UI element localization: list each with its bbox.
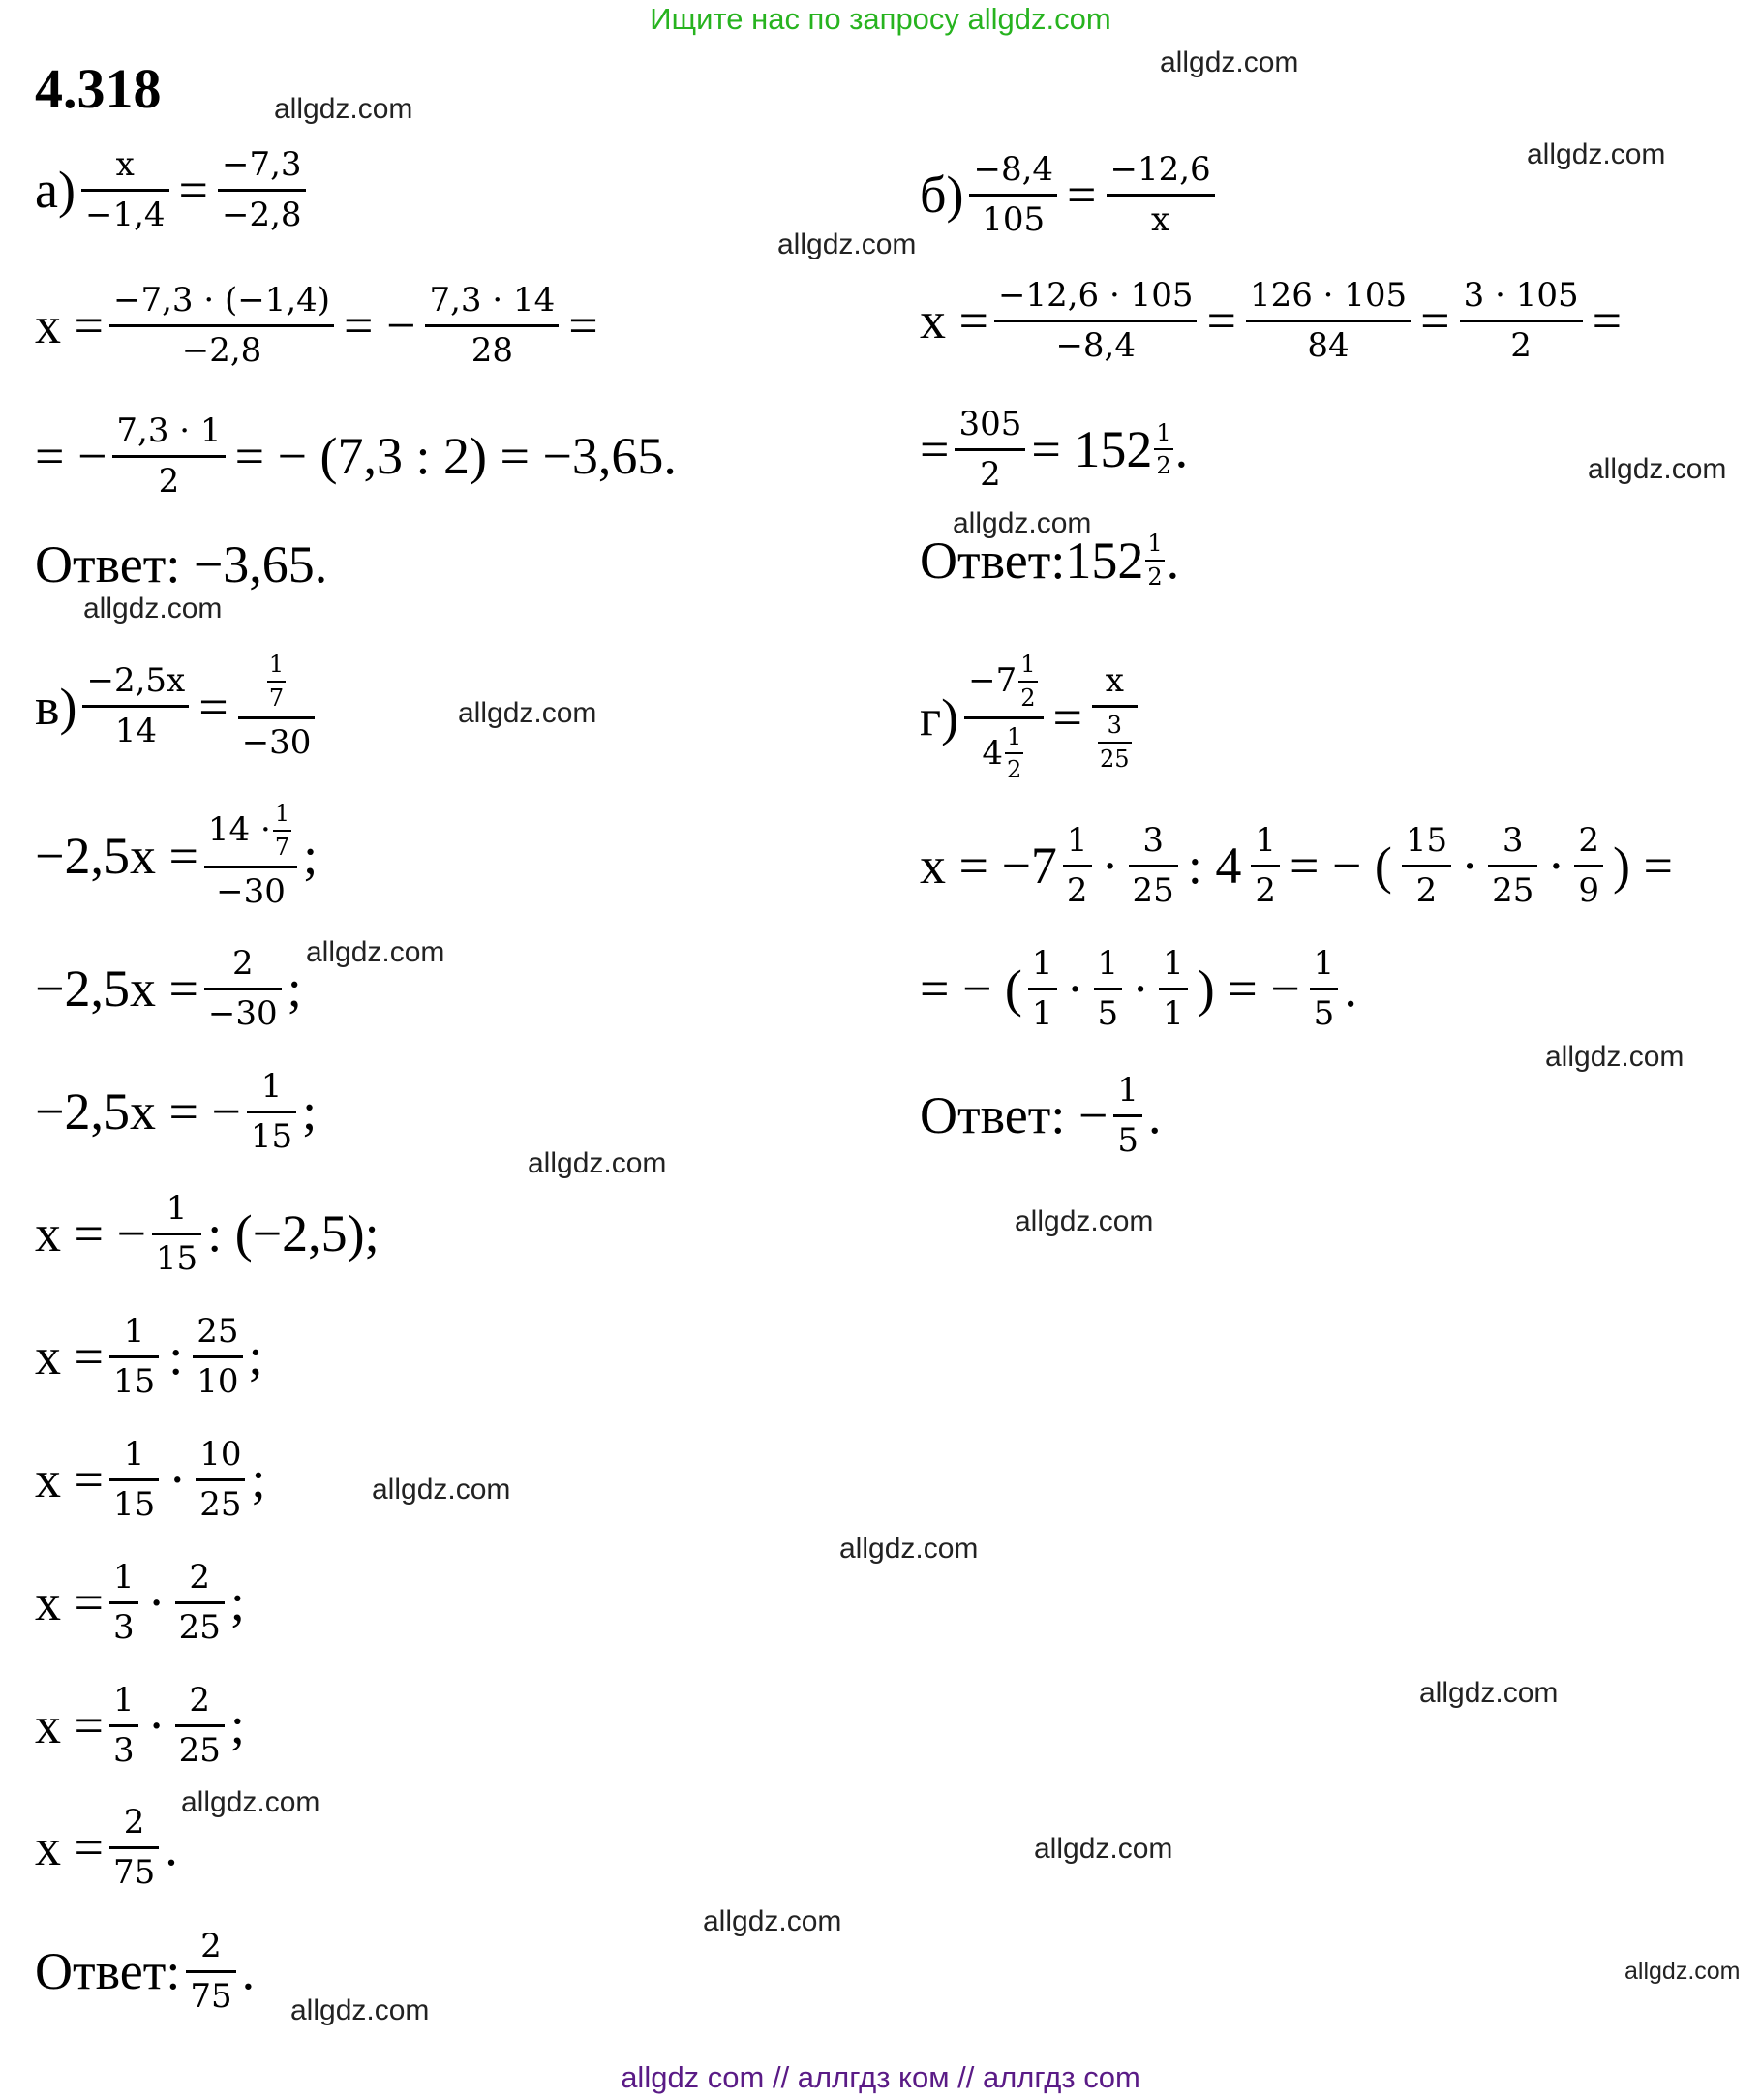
watermark: allgdz.com xyxy=(777,228,917,260)
fraction: $\frac{1}{15}$ xyxy=(247,1067,296,1157)
bottom-banner: allgdz com // аллгдз ком // аллгдз com xyxy=(621,2060,1140,2094)
fraction: $\frac{1}{3}$ xyxy=(109,1681,138,1771)
fraction: $\frac{1}{2}$ xyxy=(1020,651,1036,712)
part-v-line-4: x = − $\frac{1}{15}$ : (−2,5); xyxy=(35,1189,380,1278)
fraction: $\frac{\frac{1}{7}}{-30}$ xyxy=(238,651,316,762)
watermark: allgdz.com xyxy=(703,1905,842,1937)
part-a-answer: Ответ: −3,65. xyxy=(35,535,328,593)
fraction: $\frac{1}{2}$ xyxy=(1251,821,1280,911)
fraction: $\frac{15}{2}$ xyxy=(1402,821,1451,911)
fraction: $\frac{-7,3 \cdot (-1,4)}{-2,8}$ xyxy=(109,281,334,371)
part-v-line-1: −2,5x = 14 · $\frac{1}{7}$ −30 ; xyxy=(35,800,319,911)
part-g-step-1: x = −7 $\frac{1}{2}$ · $\frac{3}{25}$ : 4 $\frac{1}{2}$ = − ( $\frac{15}{2}$ · $\frac{3}{25}$ · $\frac{2}{9}$ ) = xyxy=(920,821,1673,910)
watermark: allgdz.com xyxy=(1015,1205,1154,1237)
fraction: $\frac{2}{9}$ xyxy=(1574,821,1603,911)
fraction: $\frac{2}{25}$ xyxy=(175,1681,225,1771)
fraction: $\frac{2}{75}$ xyxy=(109,1803,159,1893)
fraction: $\frac{-8,4}{105}$ xyxy=(969,150,1057,240)
fraction: $\frac{x}{\frac{3}{25}}$ xyxy=(1092,661,1138,773)
watermark: allgdz.com xyxy=(181,1786,320,1818)
fraction: $\frac{1}{15}$ xyxy=(152,1189,201,1279)
fraction: $\frac{10}{25}$ xyxy=(196,1435,245,1525)
fraction: $\frac{1}{15}$ xyxy=(109,1435,159,1525)
fraction: $\frac{1}{2}$ xyxy=(1063,821,1092,911)
watermark: allgdz.com xyxy=(1419,1677,1559,1709)
fraction: $\frac{1}{5}$ xyxy=(1113,1071,1142,1161)
part-a-step-1: x = $\frac{-7,3 \cdot (-1,4)}{-2,8}$ = − $\frac{7,3 \cdot 14}{28}$ = xyxy=(35,281,598,370)
fraction: $\frac{1}{2}$ xyxy=(1156,418,1171,480)
watermark: allgdz.com xyxy=(839,1533,979,1565)
watermark: allgdz.com xyxy=(1034,1833,1173,1865)
part-b-equation: б) $\frac{-8,4}{105}$ = $\frac{-12,6}{x}$ xyxy=(920,150,1221,240)
fraction: $\frac{3}{25}$ xyxy=(1488,821,1537,911)
watermark: allgdz.com xyxy=(1160,46,1299,78)
fraction: $\frac{2}{-30}$ xyxy=(204,944,282,1034)
part-b-label: б) xyxy=(920,166,964,225)
watermark: allgdz.com xyxy=(1545,1041,1685,1073)
fraction: $\frac{25}{10}$ xyxy=(193,1312,242,1402)
watermark: allgdz.com xyxy=(290,1994,430,2026)
part-g-step-2: = − ( $\frac{1}{1}$ · $\frac{1}{5}$ · $\frac{1}{1}$ ) = − $\frac{1}{5}$ . xyxy=(920,944,1357,1033)
watermark: allgdz.com xyxy=(1624,1958,1741,1985)
watermark: allgdz.com xyxy=(1588,453,1727,485)
part-v-line-9: x = $\frac{2}{75}$ . xyxy=(35,1803,178,1892)
fraction: 14 · $\frac{1}{7}$ −30 xyxy=(204,800,297,911)
part-v-line-6: x = $\frac{1}{15}$ · $\frac{10}{25}$ ; xyxy=(35,1435,266,1524)
fraction: $\frac{305}{2}$ xyxy=(955,405,1025,495)
part-g-label: г) xyxy=(920,688,959,747)
fraction: $\frac{2}{75}$ xyxy=(186,1927,235,2017)
watermark: allgdz.com xyxy=(1527,138,1666,170)
fraction: $\frac{-7,3}{-2,8}$ xyxy=(218,145,306,235)
watermark: allgdz.com xyxy=(372,1474,511,1506)
watermark: allgdz.com xyxy=(458,697,597,729)
part-v-line-5: x = $\frac{1}{15}$ : $\frac{25}{10}$ ; xyxy=(35,1312,263,1401)
fraction: −7 $\frac{1}{2}$ 4 $\frac{1}{2}$ xyxy=(964,651,1043,784)
part-b-answer: Ответ:152 $\frac{1}{2}$ . xyxy=(920,530,1180,591)
fraction: $\frac{1}{3}$ xyxy=(109,1558,138,1648)
watermark: allgdz.com xyxy=(528,1147,667,1179)
fraction: $\frac{3}{25}$ xyxy=(1100,712,1130,773)
part-b-step-2: = $\frac{305}{2}$ = 152 $\frac{1}{2}$ . xyxy=(920,405,1189,494)
watermark: allgdz.com xyxy=(83,593,223,624)
fraction: $\frac{7,3 \cdot 14}{28}$ xyxy=(425,281,559,371)
fraction: $\frac{-2,5x}{14}$ xyxy=(82,661,189,751)
part-v-answer: Ответ: $\frac{2}{75}$ . xyxy=(35,1927,256,2016)
top-banner: Ищите нас по запросу allgdz.com xyxy=(650,2,1111,36)
part-a-label: а) xyxy=(35,161,76,220)
part-b-step-1: x = $\frac{-12,6 \cdot 105}{-8,4}$ = $\frac{126 \cdot 105}{84}$ = $\frac{3 \cdot 105}{2}$ = xyxy=(920,276,1623,365)
part-g-equation: г) −7 $\frac{1}{2}$ 4 $\frac{1}{2}$ = $\frac{x}{\frac{3}{25}}$ xyxy=(920,651,1143,784)
part-v-line-2: −2,5x = $\frac{2}{-30}$ ; xyxy=(35,944,302,1033)
problem-number: 4.318 xyxy=(35,57,162,120)
fraction: $\frac{1}{2}$ xyxy=(1147,530,1163,591)
part-v-line-8: x = $\frac{1}{3}$ · $\frac{2}{25}$ ; xyxy=(35,1681,245,1770)
fraction: $\frac{1}{7}$ xyxy=(274,800,290,861)
fraction: $\frac{126 \cdot 105}{84}$ xyxy=(1246,276,1411,366)
part-v-label: в) xyxy=(35,677,77,736)
fraction: $\frac{3 \cdot 105}{2}$ xyxy=(1460,276,1583,366)
fraction: $\frac{2}{25}$ xyxy=(175,1558,225,1648)
fraction: $\frac{1}{1}$ xyxy=(1028,944,1057,1034)
watermark: allgdz.com xyxy=(953,507,1092,539)
fraction: $\frac{1}{15}$ xyxy=(109,1312,159,1402)
fraction: $\frac{3}{25}$ xyxy=(1129,821,1178,911)
part-a-equation: а) $\frac{x}{-1,4}$ = $\frac{-7,3}{-2,8}$ xyxy=(35,145,312,235)
part-v-line-7: x = $\frac{1}{3}$ · $\frac{2}{25}$ ; xyxy=(35,1558,245,1647)
part-v-line-3: −2,5x = − $\frac{1}{15}$ ; xyxy=(35,1067,318,1156)
fraction: $\frac{-12,6}{x}$ xyxy=(1107,150,1215,240)
fraction: $\frac{1}{5}$ xyxy=(1310,944,1339,1034)
fraction: $\frac{x}{-1,4}$ xyxy=(81,145,169,235)
fraction: $\frac{1}{5}$ xyxy=(1094,944,1123,1034)
fraction: $\frac{1}{7}$ xyxy=(268,651,285,712)
part-v-equation: в) $\frac{-2,5x}{14}$ = $\frac{\frac{1}{7}}{-30}$ xyxy=(35,651,320,762)
watermark: allgdz.com xyxy=(306,936,445,968)
fraction: $\frac{1}{1}$ xyxy=(1159,944,1188,1034)
watermark: allgdz.com xyxy=(274,93,413,125)
fraction: $\frac{-12,6 \cdot 105}{-8,4}$ xyxy=(994,276,1198,366)
fraction: $\frac{1}{2}$ xyxy=(1007,722,1022,784)
part-g-answer: Ответ: − $\frac{1}{5}$ . xyxy=(920,1071,1162,1160)
fraction: $\frac{7,3 \cdot 1}{2}$ xyxy=(112,411,225,502)
part-a-step-2: = − $\frac{7,3 \cdot 1}{2}$ = − (7,3 : 2) = −3,65. xyxy=(35,411,677,501)
